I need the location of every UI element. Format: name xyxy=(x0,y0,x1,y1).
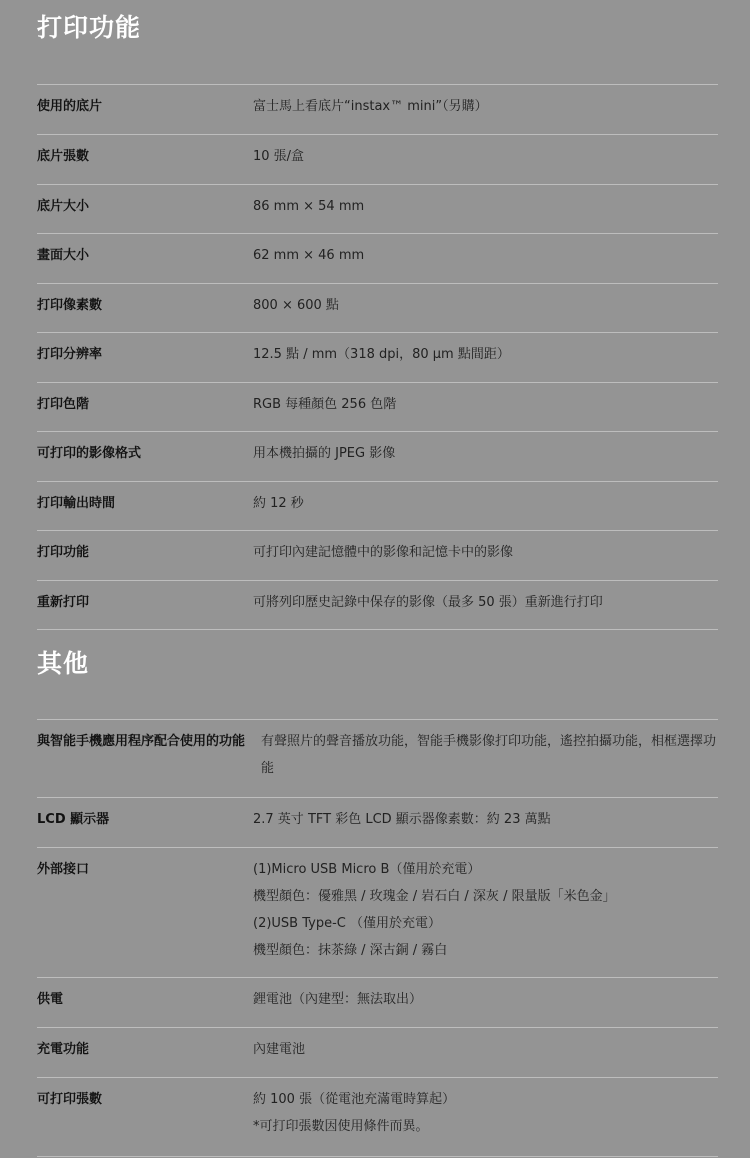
spec-label: 打印像素數 xyxy=(37,298,103,313)
spec-table-print xyxy=(37,84,718,630)
spec-value xyxy=(253,185,718,220)
spec-label: 打印功能 xyxy=(37,545,90,560)
spec-label: 可打印張數 xyxy=(37,1092,103,1107)
spec-value xyxy=(253,1028,718,1063)
spec-row xyxy=(37,382,718,431)
spec-value-line: 可打印內建記憶體中的影像和記憶卡中的影像 xyxy=(253,545,514,560)
spec-value xyxy=(253,333,718,368)
spec-label: 外部接口 xyxy=(37,862,90,877)
spec-row xyxy=(37,1077,718,1157)
spec-row xyxy=(37,332,718,382)
spec-label: 使用的底片 xyxy=(37,99,103,114)
spec-value xyxy=(253,848,718,964)
spec-value-line: 約 100 張（從電池充滿電時算起） xyxy=(253,1092,456,1107)
spec-value-line: (2)USB Type-C （僅用於充電） xyxy=(253,916,441,931)
spec-value-line: 機型顏色：優雅黑 / 玫瑰金 / 岩石白 / 深灰 / 限量版「米色金」 xyxy=(253,889,616,904)
spec-label: 底片大小 xyxy=(37,199,90,214)
spec-value-line: 約 12 秒 xyxy=(253,496,304,511)
spec-value xyxy=(253,1078,718,1140)
spec-row xyxy=(37,84,718,134)
spec-value-line: *可打印張數因使用條件而異。 xyxy=(253,1119,429,1134)
spec-value xyxy=(253,234,718,269)
spec-value-line: 富士馬上看底片“instax™ mini”（另購） xyxy=(253,99,488,114)
spec-value-line: 可將列印歷史記錄中保存的影像（最多 50 張）重新進行打印 xyxy=(253,595,603,610)
spec-value xyxy=(253,978,718,1013)
spec-value xyxy=(261,720,718,782)
spec-row xyxy=(37,847,718,977)
spec-row xyxy=(37,233,718,283)
spec-label: 重新打印 xyxy=(37,595,90,610)
section-title-print: 打印功能 xyxy=(37,13,142,42)
spec-value-line: 12.5 點 / mm（318 dpi，80 µm 點間距） xyxy=(253,347,510,362)
spec-row xyxy=(37,1027,718,1077)
section-title-other: 其他 xyxy=(37,649,90,678)
spec-value xyxy=(253,798,718,833)
spec-label: 底片張數 xyxy=(37,149,90,164)
spec-row xyxy=(37,797,718,847)
spec-row xyxy=(37,719,718,797)
spec-label: 充電功能 xyxy=(37,1042,90,1057)
spec-label: 供電 xyxy=(37,992,64,1007)
spec-value-line: 有聲照片的聲音播放功能，智能手機影像打印功能，遙控拍攝功能，相框選擇功能 xyxy=(261,734,717,776)
spec-row xyxy=(37,431,718,481)
spec-row xyxy=(37,134,718,184)
spec-row xyxy=(37,283,718,332)
spec-value xyxy=(253,531,718,566)
spec-value xyxy=(253,482,718,517)
spec-label: 可打印的影像格式 xyxy=(37,446,142,461)
spec-row xyxy=(37,530,718,580)
spec-value-line: 800 × 600 點 xyxy=(253,298,339,313)
spec-value xyxy=(253,135,718,170)
spec-row xyxy=(37,977,718,1027)
spec-value xyxy=(253,85,718,120)
spec-value xyxy=(253,581,718,616)
spec-value-line: 10 張/盒 xyxy=(253,149,305,164)
spec-table-other xyxy=(37,719,718,1157)
spec-row xyxy=(37,481,718,530)
spec-label: LCD 顯示器 xyxy=(37,812,110,827)
spec-row xyxy=(37,580,718,630)
spec-label: 打印輸出時間 xyxy=(37,496,116,511)
spec-label: 打印分辨率 xyxy=(37,347,103,362)
spec-value-line: (1)Micro USB Micro B（僅用於充電） xyxy=(253,862,481,877)
spec-value-line: 內建電池 xyxy=(253,1042,306,1057)
spec-value-line: 2.7 英寸 TFT 彩色 LCD 顯示器像素數：約 23 萬點 xyxy=(253,812,551,827)
spec-value xyxy=(253,432,718,467)
spec-value-line: RGB 每種顏色 256 色階 xyxy=(253,397,397,412)
spec-value xyxy=(253,383,718,418)
spec-label: 畫面大小 xyxy=(37,248,90,263)
spec-value-line: 用本機拍攝的 JPEG 影像 xyxy=(253,446,396,461)
spec-label: 打印色階 xyxy=(37,397,90,412)
spec-value-line: 62 mm × 46 mm xyxy=(253,248,365,263)
spec-value-line: 鋰電池（內建型：無法取出） xyxy=(253,992,423,1007)
spec-row xyxy=(37,184,718,233)
spec-label: 與智能手機應用程序配合使用的功能 xyxy=(37,734,246,749)
spec-value xyxy=(253,284,718,319)
spec-value-line: 86 mm × 54 mm xyxy=(253,199,365,214)
spec-value-line: 機型顏色：抹茶綠 / 深古銅 / 霧白 xyxy=(253,943,448,958)
